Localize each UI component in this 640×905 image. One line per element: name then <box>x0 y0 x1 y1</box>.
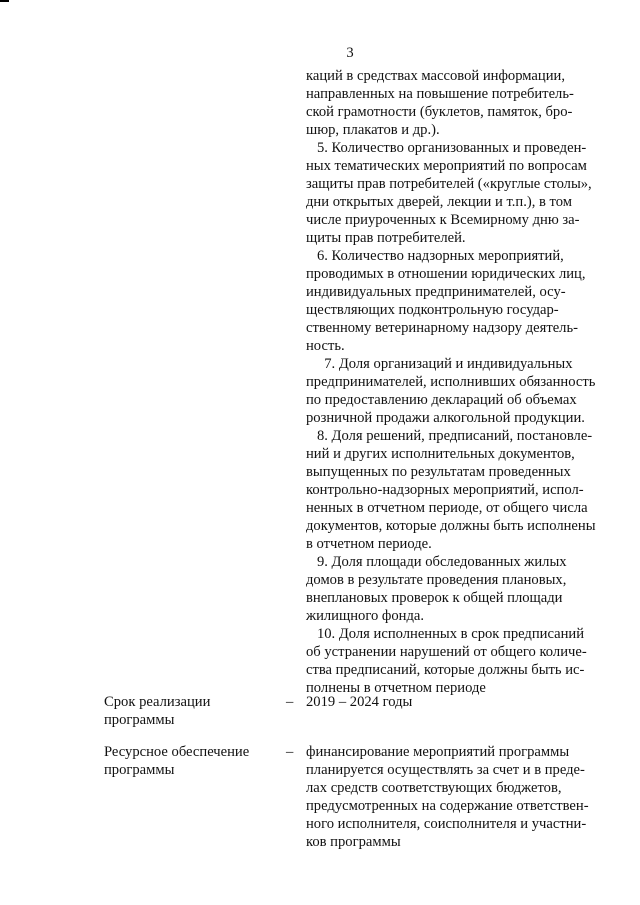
text-line: планируется осуществлять за счет и в преде- <box>306 762 585 778</box>
text-line: дни открытых дверей, лекции и т.п.), в том <box>306 194 572 210</box>
row-dash-implementation-period: – <box>286 694 294 710</box>
row-value-implementation-period <box>306 693 608 711</box>
text-line: контрольно-надзорных мероприятий, испол- <box>306 482 584 498</box>
text-line: щиты прав потребителей. <box>306 230 466 246</box>
text-line: лах средств соответствующих бюджетов, <box>306 780 562 796</box>
text-line: программы <box>104 762 175 778</box>
text-line: выпущенных по результатам проведенных <box>306 464 571 480</box>
row-label-implementation-period <box>104 693 274 729</box>
text-line: документов, которые должны быть исполнены <box>306 518 596 534</box>
text-line: ного исполнителя, соисполнителя и участни- <box>306 816 587 832</box>
text-line: программы <box>104 712 175 728</box>
text-line: домов в результате проведения плановых, <box>306 572 567 588</box>
text-line: проводимых в отношении юридических лиц, <box>306 266 586 282</box>
text-line: финансирование мероприятий программы <box>306 744 570 760</box>
text-line: 9. Доля площади обследованных жилых <box>306 554 567 570</box>
text-line: Срок реализации <box>104 694 211 710</box>
text-line: ных тематических мероприятий по вопросам <box>306 158 587 174</box>
text-line: полнены в отчетном периоде <box>306 680 486 696</box>
text-line: 10. Доля исполненных в срок предписаний <box>306 626 585 642</box>
text-line: ний и других исполнительных документов, <box>306 446 575 462</box>
text-line: жилищного фонда. <box>306 608 425 624</box>
text-line: 5. Количество организованных и проведен- <box>306 140 587 156</box>
text-line: Ресурсное обеспечение <box>104 744 250 760</box>
text-line: 6. Количество надзорных мероприятий, <box>306 248 564 264</box>
text-line: 8. Доля решений, предписаний, постановле- <box>306 428 593 444</box>
continued-indicators-text <box>306 67 608 697</box>
page-number: 3 <box>346 45 354 61</box>
row-dash-resource-provision: – <box>286 744 294 760</box>
text-line: в отчетном периоде. <box>306 536 432 552</box>
text-line: шюр, плакатов и др.). <box>306 122 440 138</box>
row-label-resource-provision <box>104 743 274 779</box>
text-line: ненных в отчетном периоде, от общего числа <box>306 500 588 516</box>
text-line: числе приуроченных к Всемирному дню за- <box>306 212 580 228</box>
text-line: индивидуальных предпринимателей, осу- <box>306 284 566 300</box>
text-line: ства предписаний, которые должны быть ис- <box>306 662 585 678</box>
row-value-resource-provision <box>306 743 608 851</box>
text-line: ков программы <box>306 834 401 850</box>
text-line: направленных на повышение потребитель- <box>306 86 574 102</box>
text-line: каций в средствах массовой информации, <box>306 68 565 84</box>
text-line: внеплановых проверок к общей площади <box>306 590 563 606</box>
text-line: 2019 – 2024 годы <box>306 694 413 710</box>
text-line: ственному ветеринарному надзору деятель- <box>306 320 578 336</box>
text-line: защиты прав потребителей («круглые столы», <box>306 176 592 192</box>
text-line: по предоставлению деклараций об объемах <box>306 392 577 408</box>
corner-mark <box>0 0 9 2</box>
text-line: розничной продажи алкогольной продукции. <box>306 410 585 426</box>
text-line: ность. <box>306 338 345 354</box>
text-line: об устранении нарушений от общего количе- <box>306 644 587 660</box>
text-line: ществляющих подконтрольную государ- <box>306 302 559 318</box>
text-line: ской грамотности (буклетов, памяток, бро- <box>306 104 573 120</box>
text-line: предусмотренных на содержание ответствен- <box>306 798 589 814</box>
text-line: предпринимателей, исполнивших обязанность <box>306 374 596 390</box>
text-line: 7. Доля организаций и индивидуальных <box>306 356 573 372</box>
